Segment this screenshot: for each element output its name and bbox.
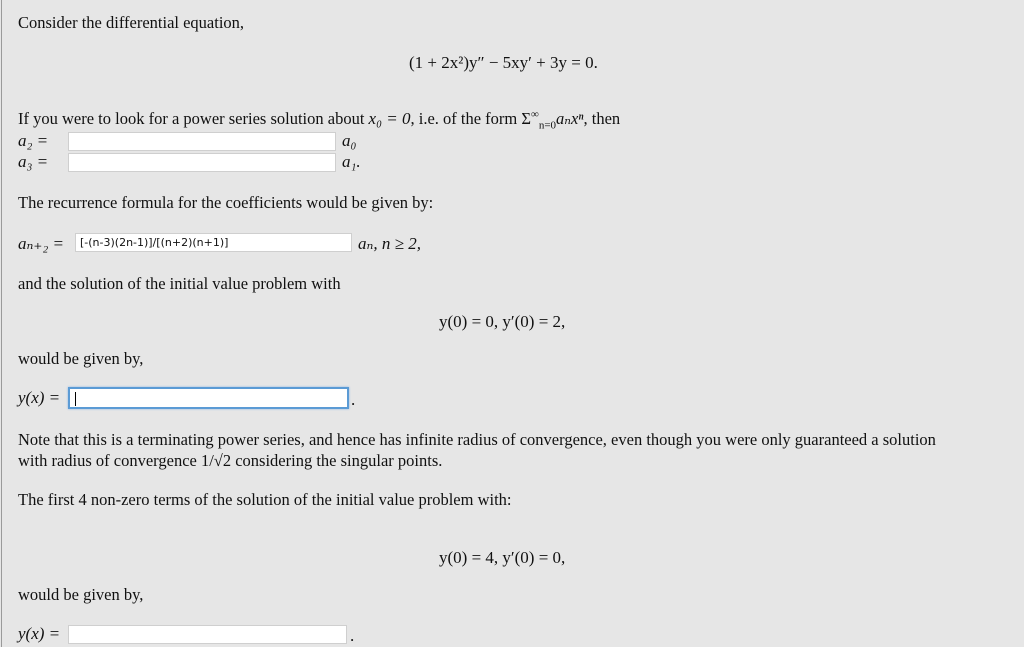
a2-input[interactable] xyxy=(68,132,336,151)
ivp2-lead: The first 4 non-zero terms of the solution of the initial value problem with: xyxy=(18,490,512,509)
sum-lower: n=0 xyxy=(538,119,557,132)
sum-upper: ∞ xyxy=(530,108,539,121)
ivp2-label: y(x) = xyxy=(18,624,61,643)
intro-text: Consider the differential equation, xyxy=(18,13,245,32)
question-text xyxy=(18,108,621,132)
x0-expression: x₀ = 0 xyxy=(368,109,411,128)
question-lead: If you were to look for a power series solution about xyxy=(18,109,365,128)
note-line-1: Note that this is a terminating power series, and hence has infinite radius of convergence, even though you were only guaranteed a solution xyxy=(18,430,936,449)
recurrence-lead: The recurrence formula for the coefficients would be given by: xyxy=(18,193,434,212)
recurrence-label: aₙ₊₂ = xyxy=(18,234,64,253)
a2-label: a₂ = xyxy=(18,131,49,150)
series-term: aₙxⁿ xyxy=(556,109,584,128)
ivp2-solution-input[interactable] xyxy=(68,625,347,644)
question-tail: , then xyxy=(583,109,621,128)
ivp1-lead: and the solution of the initial value problem with xyxy=(18,274,341,293)
a2-suffix: a₀ xyxy=(342,131,357,150)
note-line-2: with radius of convergence 1/√2 considering the singular points. xyxy=(18,451,443,470)
recurrence-suffix: aₙ, n ≥ 2, xyxy=(358,234,421,253)
question-form: , i.e. of the form Σ xyxy=(410,109,531,128)
ivp2-period: . xyxy=(350,626,355,645)
ivp2-after: would be given by, xyxy=(18,585,144,604)
ivp1-conditions: y(0) = 0, y′(0) = 2, xyxy=(439,312,566,331)
a3-suffix: a₁. xyxy=(342,152,361,171)
a3-input[interactable] xyxy=(68,153,336,172)
ivp1-after: would be given by, xyxy=(18,349,144,368)
text-cursor xyxy=(75,392,76,406)
ivp2-conditions: y(0) = 4, y′(0) = 0, xyxy=(439,548,566,567)
ivp1-label: y(x) = xyxy=(18,388,61,407)
ivp1-solution-input[interactable] xyxy=(68,387,349,409)
recurrence-input[interactable]: [-(n-3)(2n-1)]/[(n+2)(n+1)] xyxy=(75,233,352,252)
a3-label: a₃ = xyxy=(18,152,49,171)
differential-equation: (1 + 2x²)y″ − 5xy′ + 3y = 0. xyxy=(409,53,598,72)
left-border xyxy=(1,0,2,647)
ivp1-period: . xyxy=(351,390,356,409)
